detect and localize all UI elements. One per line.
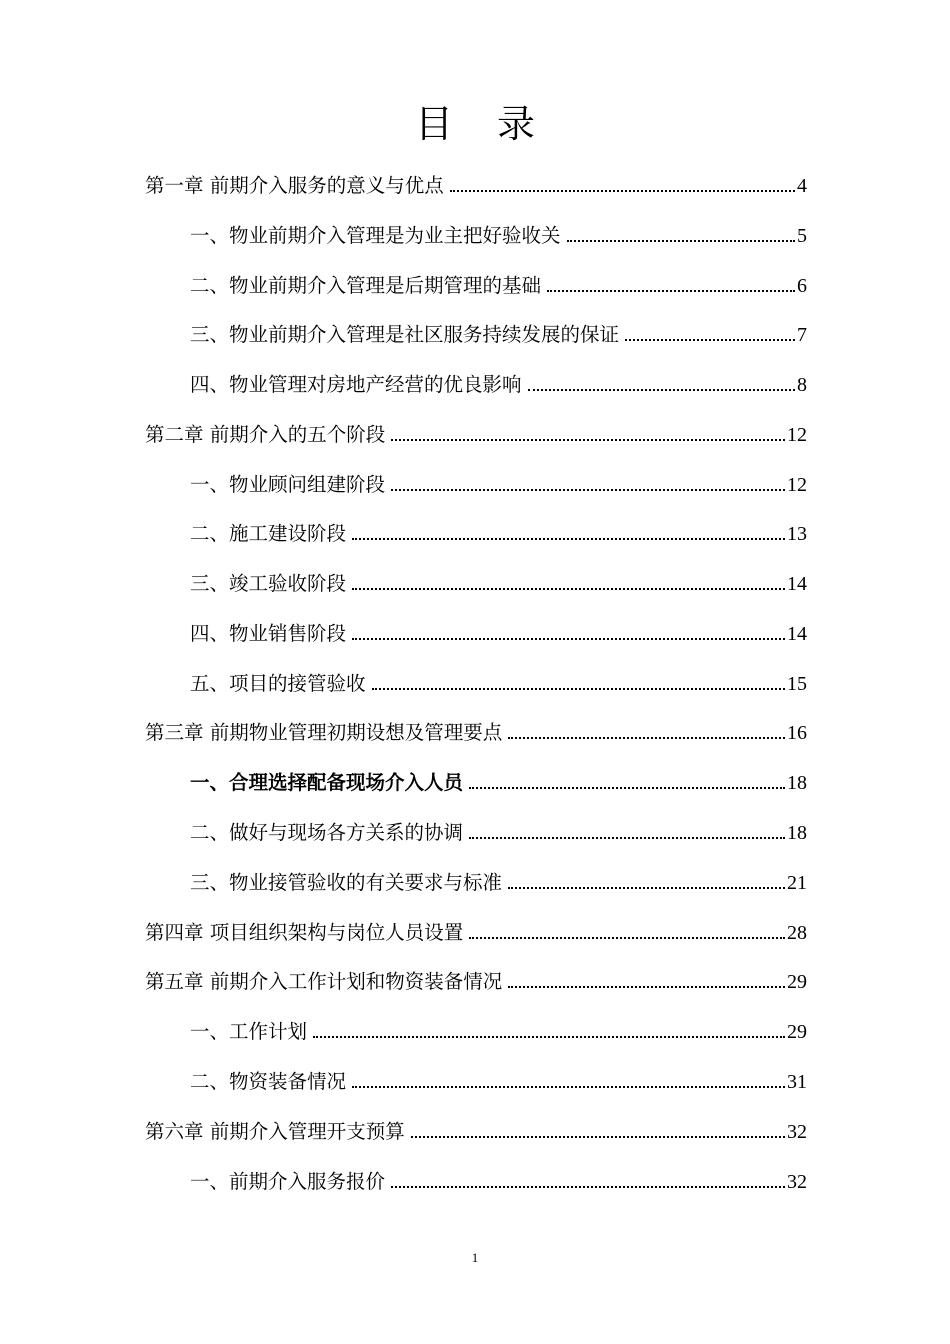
- toc-entry-title: 第五章 前期介入工作计划和物资装备情况: [145, 970, 503, 993]
- dot-leader: [469, 787, 785, 789]
- toc-entry-page: 32: [787, 1171, 807, 1193]
- toc-entry[interactable]: [145, 1116, 807, 1148]
- toc-entry[interactable]: [190, 668, 807, 700]
- dot-leader: [391, 489, 785, 491]
- toc-entry-title: 二、做好与现场各方关系的协调: [190, 821, 464, 844]
- toc-entry[interactable]: [190, 767, 807, 799]
- toc-entry[interactable]: [145, 717, 807, 749]
- toc-entry[interactable]: [145, 966, 807, 998]
- dot-leader: [352, 588, 785, 590]
- toc-entry-page: 12: [787, 474, 807, 496]
- page-title: 目录: [414, 102, 579, 146]
- toc-entry-title: 第三章 前期物业管理初期设想及管理要点: [145, 721, 503, 744]
- toc-entry-page: 29: [787, 1021, 807, 1043]
- toc-entry-page: 6: [797, 275, 807, 297]
- toc-entry-title: 三、物业前期介入管理是社区服务持续发展的保证: [190, 323, 620, 346]
- toc-entry[interactable]: [145, 170, 807, 202]
- toc-entry-title: 一、物业顾问组建阶段: [190, 473, 386, 496]
- toc-entry[interactable]: [190, 618, 807, 650]
- toc-entry-page: 18: [787, 822, 807, 844]
- toc-entry[interactable]: [190, 1066, 807, 1098]
- dot-leader: [567, 240, 795, 242]
- toc-entry-title: 三、竣工验收阶段: [190, 572, 347, 595]
- toc-entry-title: 二、物资装备情况: [190, 1070, 347, 1093]
- toc-entry-title: 一、工作计划: [190, 1020, 308, 1043]
- dot-leader: [508, 887, 785, 889]
- toc-entry[interactable]: [145, 917, 807, 949]
- toc-entry[interactable]: [190, 867, 807, 899]
- dot-leader: [352, 638, 785, 640]
- dot-leader: [352, 1086, 785, 1088]
- toc-entry[interactable]: [190, 518, 807, 550]
- toc-entry-page: 28: [787, 922, 807, 944]
- toc-entry-page: 8: [797, 374, 807, 396]
- toc-entry-page: 13: [787, 523, 807, 545]
- toc-entry-title: 二、物业前期介入管理是后期管理的基础: [190, 274, 542, 297]
- toc-entry[interactable]: [190, 817, 807, 849]
- toc-entry-page: 29: [787, 971, 807, 993]
- toc-entry[interactable]: [190, 1166, 807, 1198]
- toc-entry-page: 16: [787, 722, 807, 744]
- toc-entry[interactable]: [190, 270, 807, 302]
- toc-entry-page: 14: [787, 573, 807, 595]
- dot-leader: [528, 389, 795, 391]
- toc-entry-page: 5: [797, 225, 807, 247]
- toc-entry-title: 一、物业前期介入管理是为业主把好验收关: [190, 224, 561, 247]
- toc-entry-page: 4: [797, 175, 807, 197]
- toc-entry-page: 12: [787, 424, 807, 446]
- dot-leader: [450, 190, 795, 192]
- toc-entry-title: 二、施工建设阶段: [190, 522, 347, 545]
- toc-entry[interactable]: [190, 469, 807, 501]
- toc-entry-title: 一、前期介入服务报价: [190, 1170, 386, 1193]
- toc-entry-title: 四、物业销售阶段: [190, 622, 347, 645]
- toc-entry-page: 14: [787, 623, 807, 645]
- toc-entry-title: 四、物业管理对房地产经营的优良影响: [190, 373, 522, 396]
- toc-entry-page: 21: [787, 872, 807, 894]
- dot-leader: [391, 1186, 785, 1188]
- toc-entry-title: 一、合理选择配备现场介入人员: [190, 771, 464, 794]
- toc-entry-page: 31: [787, 1071, 807, 1093]
- toc-entry-title: 第一章 前期介入服务的意义与优点: [145, 174, 444, 197]
- toc-entry-page: 32: [787, 1121, 807, 1143]
- toc-entry[interactable]: [190, 369, 807, 401]
- page-number: 1: [471, 1250, 479, 1265]
- dot-leader: [469, 837, 785, 839]
- toc-entry-page: 18: [787, 772, 807, 794]
- toc-entry-title: 五、项目的接管验收: [190, 672, 366, 695]
- toc-entry-title: 第四章 项目组织架构与岗位人员设置: [145, 921, 464, 944]
- dot-leader: [625, 339, 795, 341]
- dot-leader: [469, 937, 785, 939]
- toc-entry[interactable]: [145, 419, 807, 451]
- toc-entry-title: 三、物业接管验收的有关要求与标准: [190, 871, 503, 894]
- dot-leader: [508, 986, 785, 988]
- toc-entry-page: 15: [787, 673, 807, 695]
- toc-entry-title: 第六章 前期介入管理开支预算: [145, 1120, 405, 1143]
- dot-leader: [391, 439, 785, 441]
- toc-entry[interactable]: [190, 568, 807, 600]
- dot-leader: [508, 737, 785, 739]
- dot-leader: [547, 290, 795, 292]
- dot-leader: [313, 1036, 785, 1038]
- dot-leader: [352, 538, 785, 540]
- toc-entry[interactable]: [190, 220, 807, 252]
- toc-entry-page: 7: [797, 324, 807, 346]
- dot-leader: [372, 688, 785, 690]
- toc-entry[interactable]: [190, 1016, 807, 1048]
- toc-entry-title: 第二章 前期介入的五个阶段: [145, 423, 386, 446]
- toc-entry[interactable]: [190, 319, 807, 351]
- dot-leader: [411, 1136, 785, 1138]
